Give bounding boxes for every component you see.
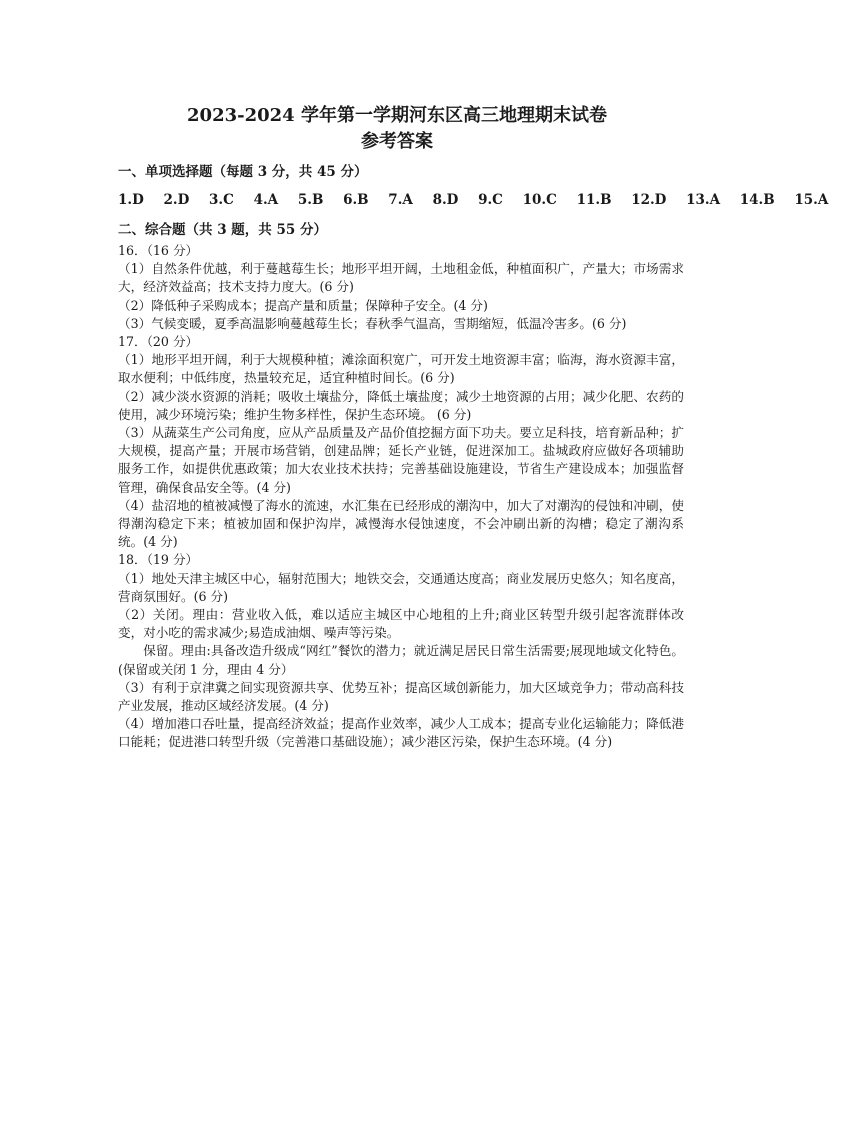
answer-paragraph: （3）有利于京津冀之间实现资源共享、优势互补；提高区域创新能力，加大区域竞争力；带动高科技产业发展，推动区域经济发展。(4 分) — [118, 679, 684, 714]
answer-item: 7.A — [388, 192, 413, 208]
comprehensive-answers — [118, 242, 684, 752]
answer-paragraph: （1）地处天津主城区中心，辐射范围大；地铁交会，交通通达度高；商业发展历史悠久；知名度高，营商氛围好。(6 分) — [118, 570, 684, 604]
answer-item: 13.A — [686, 192, 721, 208]
document-title: 2023-2024 学年第一学期河东区高三地理期末试卷 — [187, 105, 607, 126]
answer-item: 6.B — [343, 192, 369, 208]
answer-item: 4.A — [253, 192, 279, 208]
answer-item: 15.A — [794, 192, 829, 208]
answer-paragraph: （3）气候变暖，夏季高温影响蔓越莓生长；春秋季气温高，雪期缩短，低温冷害多。(6 分) — [118, 315, 627, 331]
answer-paragraph: （1）自然条件优越，利于蔓越莓生长；地形平坦开阔，土地租金低，种植面积广，产量大；市场需求大，经济效益高；技术支持力度大。(6 分) — [118, 261, 684, 295]
answer-item: 2.D — [163, 192, 190, 208]
multiple-choice-answers — [118, 190, 829, 210]
answer-paragraph: （2）关闭。理由：营业收入低，难以适应主城区中心地租的上升;商业区转型升级引起客流群体改变，对小吃的需求减少;易造成油烟、噪声等污染。 — [118, 607, 684, 641]
answer-item: 1.D — [118, 192, 144, 208]
answer-paragraph: （2）减少淡水资源的消耗；吸收土壤盐分，降低土壤盐度；减少土地资源的占用；减少化肥、农药的使用，减少环境污染；维护生物多样性，保护生态环境。 (6 分) — [118, 388, 684, 422]
answer-paragraph: （4）增加港口吞吐量，提高经济效益；提高作业效率，减少人工成本；提高专业化运输能力；降低港口能耗；促进港口转型升级（完善港口基础设施）；减少港区污染，保护生态环境。(4 分) — [118, 716, 684, 750]
answer-item: 10.C — [522, 192, 557, 208]
answer-item: 3.C — [209, 192, 234, 208]
answer-paragraph: （1）地形平坦开阔，利于大规模种植；滩涂面积宽广，可开发土地资源丰富；临海，海水资源丰富，取水便利；中低纬度，热量较充足，适宜种植时间长。(6 分) — [118, 352, 684, 386]
section-heading-comprehensive: 二、综合题（共 3 题，共 55 分） — [118, 222, 327, 238]
answer-paragraph: （4）盐沼地的植被减慢了海水的流速，水汇集在已经形成的潮沟中，加大了对潮沟的侵蚀和冲刷，使得潮沟稳定下来；植被加固和保护沟岸，减慢海水侵蚀速度，不会冲刷出新的沟槽；稳定了潮沟系统。(4 分) — [118, 497, 684, 550]
answer-paragraph: （3）从蔬菜生产公司角度，应从产品质量及产品价值挖掘方面下功夫。要立足科技，培育新品种；扩大规模，提高产量；开展市场营销，创建品牌；延长产业链，促进深加工。盐城政府应做好各项辅助服务工作，如提供优惠政策；加大农业技术扶持；完善基础设施建设，节省生产建设成本；加强监督管理，确保食品安全等。(4 分) — [118, 425, 684, 495]
answer-paragraph: 保留。理由:具备改造升级成“网红”餐饮的潜力；就近满足居民日常生活需要;展现地域文化特色。(保留或关闭 1 分，理由 4 分） — [118, 643, 684, 677]
question-heading-18: 18．（19 分） — [118, 552, 199, 568]
question-heading-17: 17．（20 分） — [118, 334, 199, 350]
document-subtitle: 参考答案 — [361, 131, 433, 152]
answer-item: 8.D — [432, 192, 459, 208]
answer-item: 5.B — [297, 192, 324, 208]
answer-item: 14.B — [739, 192, 775, 208]
answer-item: 9.C — [478, 192, 503, 208]
question-heading-16: 16．（16 分） — [118, 243, 199, 258]
answer-item: 11.B — [576, 192, 612, 208]
answer-paragraph: （2）降低种子采购成本；提高产量和质量；保障种子安全。(4 分) — [118, 297, 488, 313]
answer-item: 12.D — [631, 192, 667, 208]
section-heading-multiple-choice: 一、单项选择题（每题 3 分，共 45 分） — [118, 164, 368, 180]
